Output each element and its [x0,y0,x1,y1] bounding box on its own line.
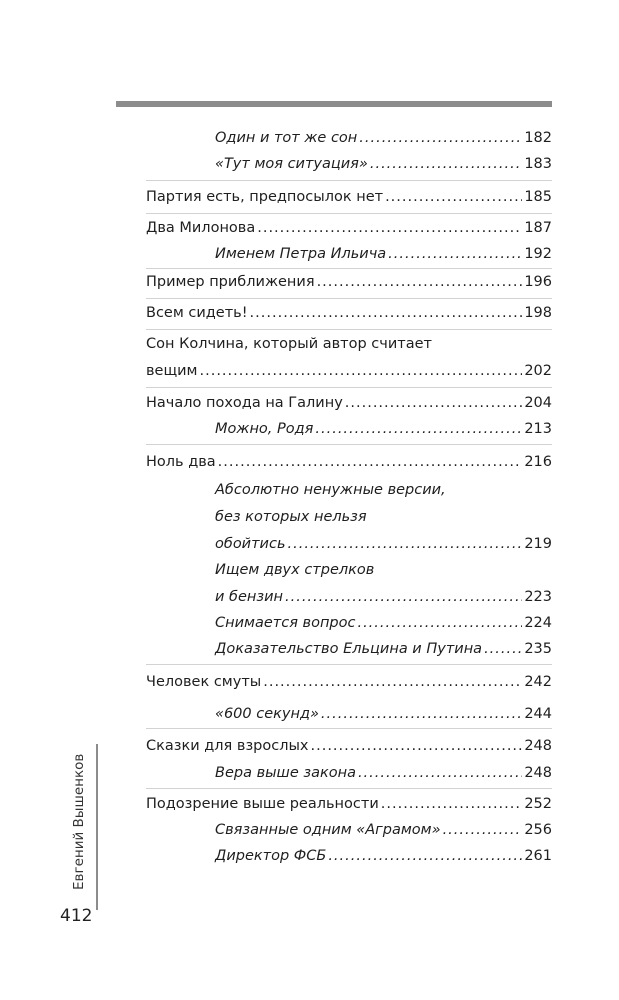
toc-entry-title: Человек смуты [146,674,262,690]
toc-entry[interactable] [215,613,552,633]
toc-leader-dots [443,820,523,840]
toc-separator [146,213,552,214]
toc-separator [146,664,552,665]
toc-entry-title: «Тут моя ситуация» [215,156,368,172]
toc-entry-title: Именем Петра Ильича [215,246,387,262]
toc-entry-title: Ноль два [146,454,216,470]
toc-leader-dots [358,763,522,783]
toc-separator [146,788,552,789]
table-of-contents [146,0,552,1000]
toc-entry-title: Вера выше закона [215,765,356,781]
toc-entry-page: 183 [524,156,552,172]
running-head-author: Евгений Вышенков [71,753,87,890]
toc-entry-title: вещим [146,363,198,379]
toc-separator [146,268,552,269]
toc-entry-title: Можно, Родя [215,421,314,437]
toc-leader-dots [345,393,523,413]
toc-entry-page: 256 [524,822,552,838]
toc-entry[interactable] [215,846,552,866]
toc-separator [146,298,552,299]
toc-entry[interactable] [215,244,552,264]
toc-leader-dots [311,736,523,756]
toc-entry-title: Директор ФСБ [215,848,327,864]
toc-entry-page: 187 [524,220,552,236]
toc-entry-page: 223 [524,589,552,605]
toc-entry[interactable] [215,419,552,439]
toc-entry-title: Связанные одним «Аграмом» [215,822,441,838]
toc-entry-page: 202 [524,363,552,379]
toc-leader-dots [200,361,523,381]
toc-leader-dots [321,704,522,724]
toc-leader-dots [388,244,522,264]
toc-leader-dots [250,303,523,323]
toc-entry-page: 196 [524,274,552,290]
toc-leader-dots [381,794,523,814]
toc-separator [146,444,552,445]
toc-leader-dots [359,128,522,148]
toc-leader-dots [385,187,522,207]
toc-entry-page: 244 [524,706,552,722]
toc-entry-title: и бензин [215,589,283,605]
toc-entry-title-line: Абсолютно ненужные версии, [215,482,446,498]
toc-entry-page: 235 [524,641,552,657]
toc-entry[interactable] [146,218,552,238]
toc-leader-dots [370,154,522,174]
toc-separator [146,180,552,181]
toc-entry-page: 216 [524,454,552,470]
toc-entry-title: обойтись [215,536,286,552]
page-number: 412 [60,906,93,926]
toc-entry-page: 252 [524,796,552,812]
toc-entry-page: 198 [524,305,552,321]
toc-entry-page: 242 [524,674,552,690]
toc-entry-title: Сказки для взрослых [146,738,309,754]
toc-leader-dots [317,272,523,292]
toc-leader-dots [288,534,523,554]
toc-entry-title: Партия есть, предпосылок нет [146,189,384,205]
toc-entry[interactable] [146,672,552,692]
toc-leader-dots [257,218,522,238]
toc-leader-dots [328,846,522,866]
toc-entry[interactable] [215,534,552,554]
toc-separator [146,329,552,330]
toc-entry-page: 182 [524,130,552,146]
toc-entry-page: 224 [524,615,552,631]
toc-entry-title: Один и тот же сон [215,130,358,146]
toc-entry[interactable] [146,361,552,381]
toc-leader-dots [263,672,522,692]
toc-separator [146,728,552,729]
toc-entry-title-line: Сон Колчина, который автор считает [146,336,432,352]
toc-entry[interactable] [215,639,552,659]
toc-leader-dots [357,613,522,633]
toc-entry-title: Начало похода на Галину [146,395,343,411]
toc-entry-title: Подозрение выше реальности [146,796,379,812]
toc-entry-page: 248 [524,765,552,781]
toc-entry-page: 185 [524,189,552,205]
toc-entry-page: 219 [524,536,552,552]
toc-entry-title: Два Милонова [146,220,256,236]
side-rule [96,744,98,910]
toc-entry[interactable] [146,272,552,292]
toc-leader-dots [315,419,522,439]
toc-entry[interactable] [215,820,552,840]
toc-entry[interactable] [215,154,552,174]
toc-entry-page: 192 [524,246,552,262]
toc-entry[interactable] [146,736,552,756]
toc-entry-title-line: Ищем двух стрелков [215,562,375,578]
toc-entry-title: Пример приближения [146,274,315,290]
toc-entry-page: 204 [524,395,552,411]
toc-entry[interactable] [146,794,552,814]
toc-separator [146,387,552,388]
toc-entry[interactable] [215,704,552,724]
toc-leader-dots [285,587,522,607]
toc-entry-page: 261 [524,848,552,864]
toc-entry[interactable] [215,763,552,783]
toc-entry[interactable] [146,303,552,323]
toc-entry-title: Снимается вопрос [215,615,356,631]
toc-entry[interactable] [146,393,552,413]
toc-entry-title: Всем сидеть! [146,305,248,321]
toc-leader-dots [484,639,522,659]
toc-entry[interactable] [146,187,552,207]
toc-entry[interactable] [215,587,552,607]
toc-entry-title: «600 секунд» [215,706,319,722]
toc-entry-page: 213 [524,421,552,437]
toc-entry[interactable] [215,128,552,148]
toc-entry-title-line: без которых нельзя [215,509,367,525]
toc-entry[interactable] [146,452,552,472]
toc-entry-page: 248 [524,738,552,754]
toc-entry-title: Доказательство Ельцина и Путина [215,641,483,657]
toc-leader-dots [218,452,523,472]
